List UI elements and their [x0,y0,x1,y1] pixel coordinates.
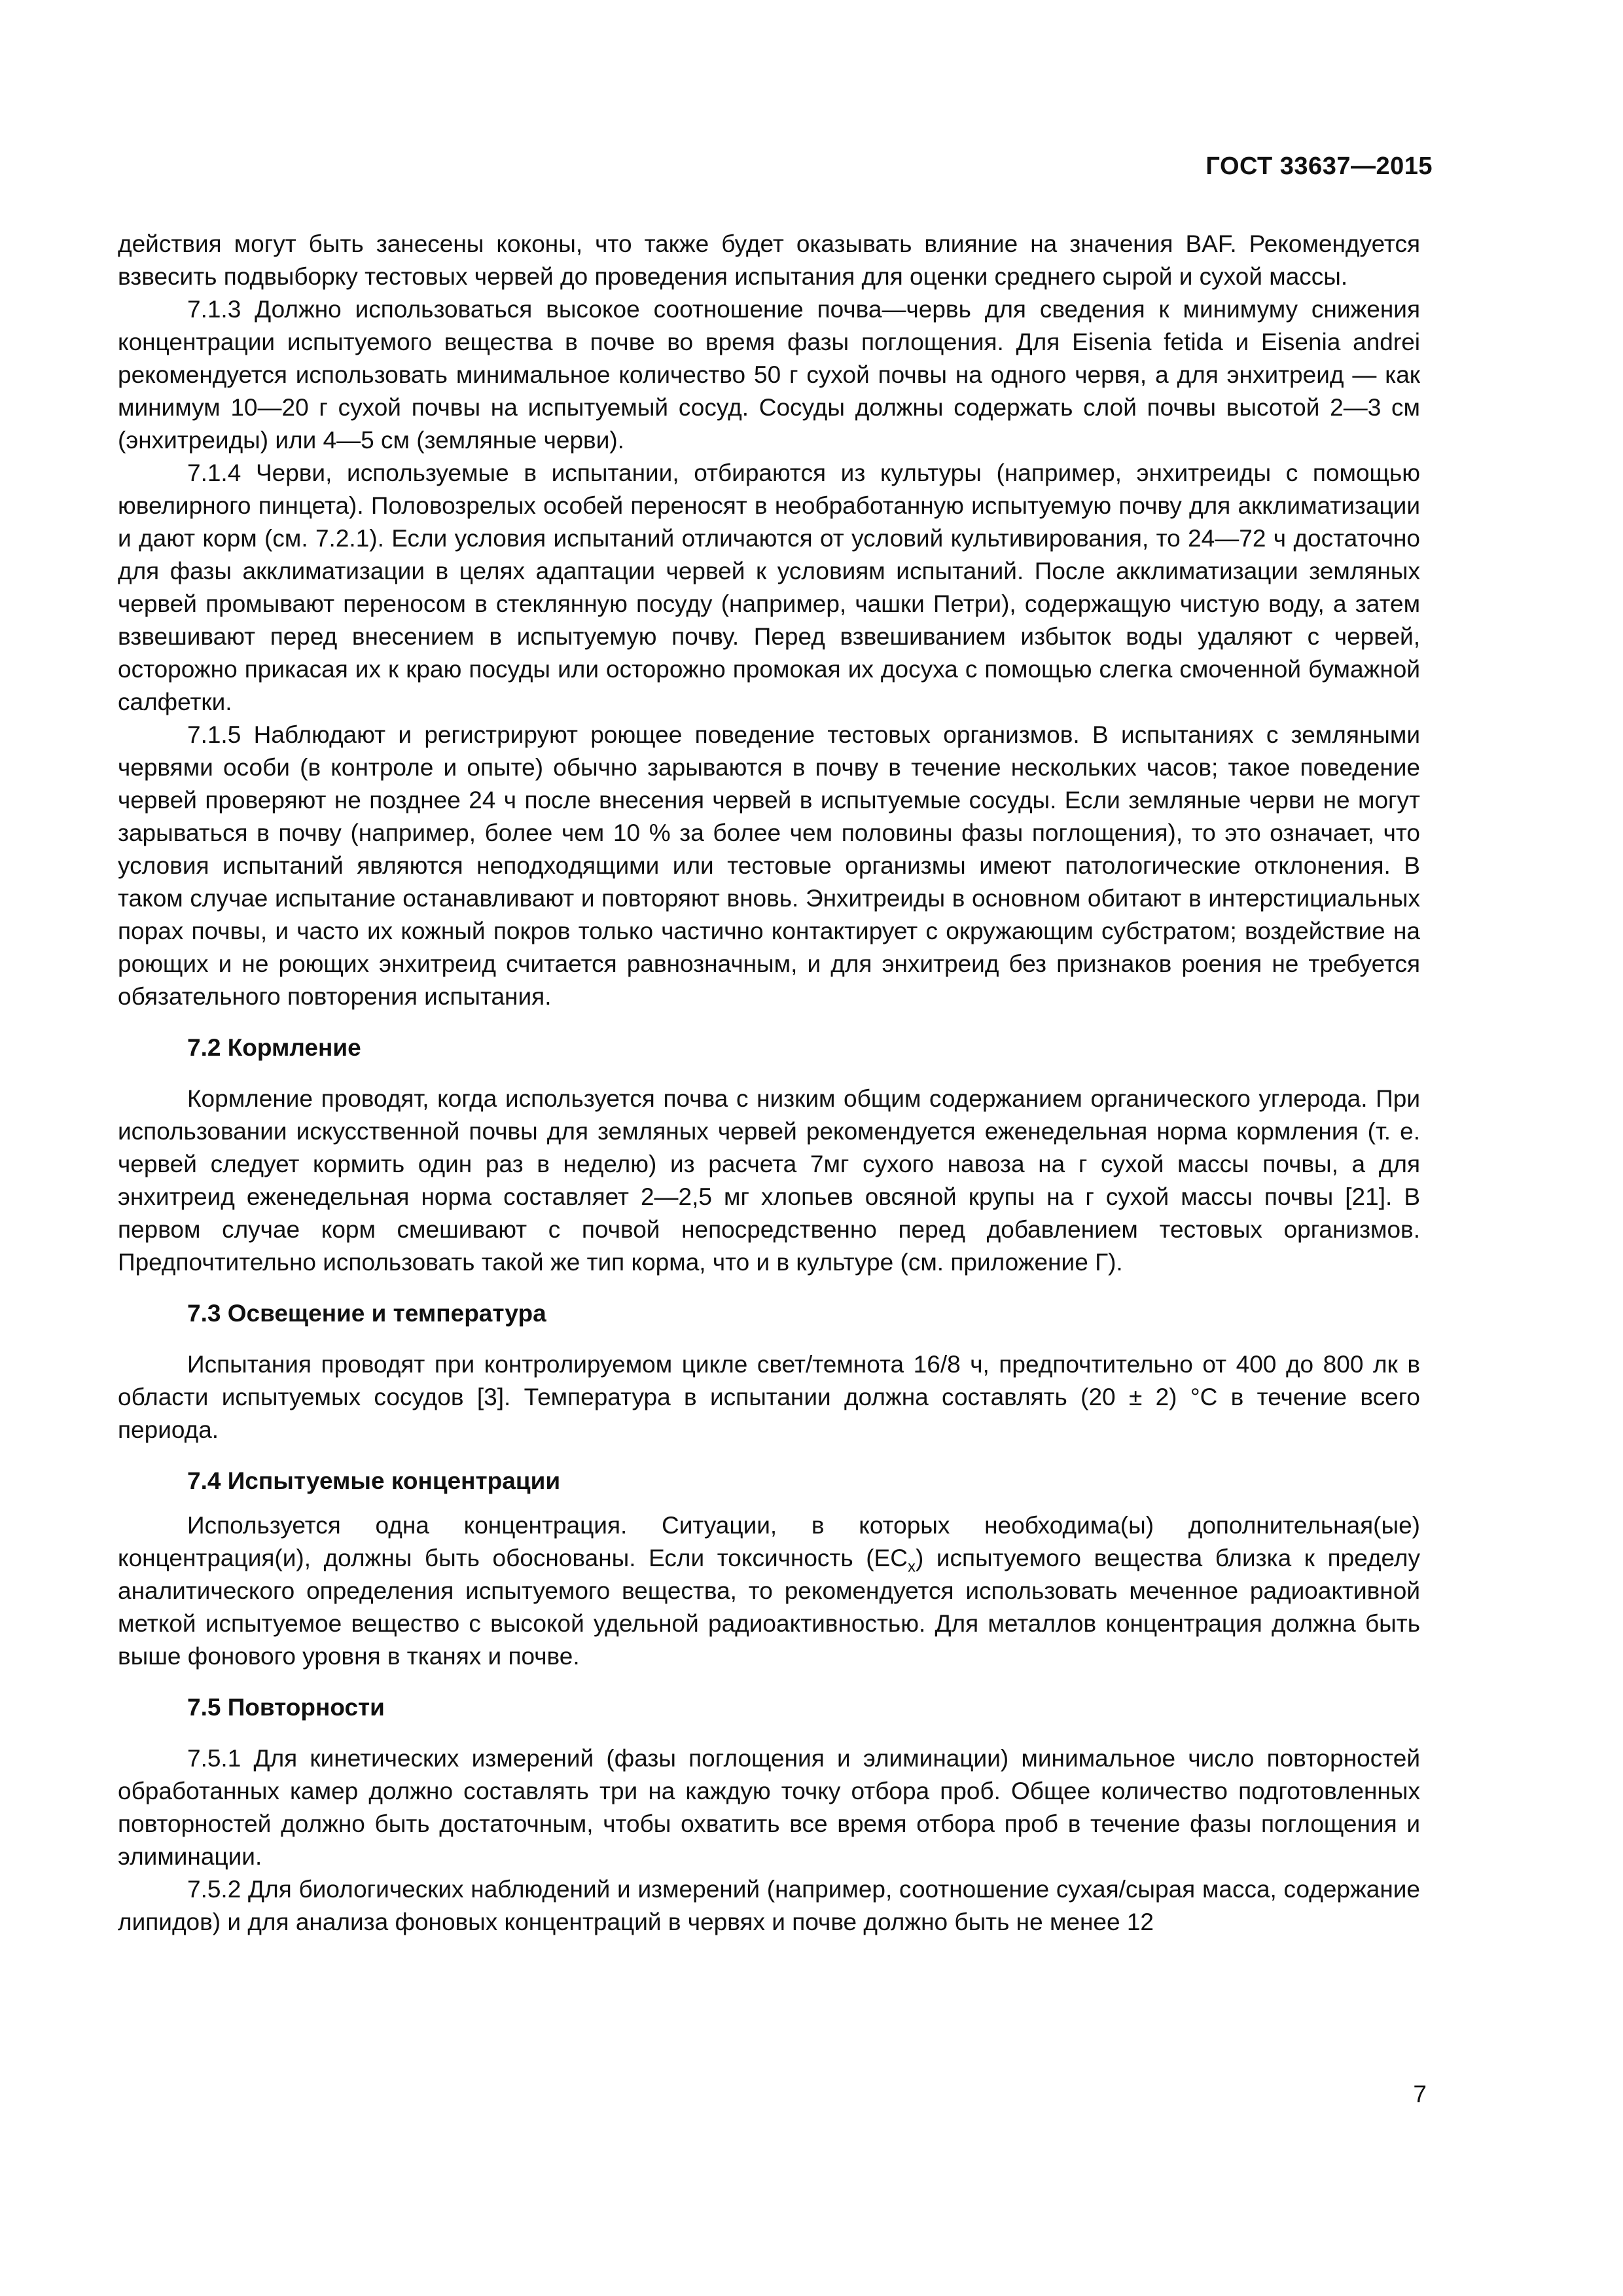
paragraph-7-4-part-b: ) испытуемого вещества близка к пределу аналитического определения испытуемого вещества, то рекомендуется использовать меченное радиоактивной меткой испытуемое вещество с высокой удельной радиоактивностью. Для металлов концентрация должна быть выше фонового уровня в тканях и почве. [118,1545,1420,1670]
paragraph-7-4 [118,1509,1420,1673]
standard-number-header: ГОСТ 33637—2015 [1205,152,1433,180]
document-body [118,228,1420,1939]
page-number: 7 [1413,2081,1427,2108]
paragraph-7-2: Кормление проводят, когда используется почва с низким общим содержанием органического углерода. При использовании искусственной почвы для земляных червей рекомендуется еженедельная норма кормления (т. е. червей следует кормить один раз в неделю) из расчета 7мг сухого навоза на г сухой массы почвы, а для энхитреид еженедельная норма составляет 2—2,5 мг хлопьев овсяной крупы на г сухой массы почвы [21]. В первом случае корм смешивают с почвой непосредственно перед добавлением тестовых организмов. Предпочтительно использовать такой же тип корма, что и в культуре (см. приложение Г). [118,1085,1420,1276]
section-heading-7-2: 7.2 Кормление [187,1034,361,1061]
ec-subscript: x [907,1558,916,1576]
section-heading-7-5: 7.5 Повторности [187,1694,385,1721]
paragraph-continuation: действия могут быть занесены коконы, что также будет оказывать влияние на значения BAF. Рекомендуется взвесить подвыборку тестовых червей до проведения испытания для оценки среднего сырой и сухой массы. [118,230,1420,290]
paragraph-7-1-3: 7.1.3 Должно использоваться высокое соотношение почва—червь для сведения к минимуму снижения концентрации испытуемого вещества в почве во время фазы поглощения. Для Eisenia fetida и Eisenia andrei рекомендуется использовать минимальное количество 50 г сухой почвы на одного червя, а для энхитреид — как минимум 10—20 г сухой почвы на испытуемый сосуд. Сосуды должны содержать слой почвы высотой 2—3 см (энхитреиды) или 4—5 см (земляные черви). [118,296,1420,454]
paragraph-7-4-part-a: Используется одна концентрация. Ситуации, в которых необходима(ы) дополнительная(ые) концентрация(и), должны быть обоснованы. Если токсичность (EC [118,1512,1420,1571]
paragraph-7-5-1: 7.5.1 Для кинетических измерений (фазы поглощения и элиминации) минимальное число повторностей обработанных камер должно составлять три на каждую точку отбора проб. Общее количество подготовленных повторностей должно быть достаточным, чтобы охватить все время отбора проб в течение фазы поглощения и элиминации. [118,1745,1420,1870]
paragraph-7-5-2: 7.5.2 Для биологических наблюдений и измерений (например, соотношение сухая/сырая масса, содержание липидов) и для анализа фоновых концентраций в червях и почве должно быть не менее 12 [118,1876,1420,1935]
paragraph-7-1-4: 7.1.4 Черви, используемые в испытании, отбираются из культуры (например, энхитреиды с помощью ювелирного пинцета). Половозрелых особей переносят в необработанную испытуемую почву для акклиматизации и дают корм (см. 7.2.1). Если условия испытаний отличаются от условий культивирования, то 24—72 ч достаточно для фазы акклиматизации в целях адаптации червей к условиям испытаний. После акклиматизации земляных червей промывают переносом в стеклянную посуду (например, чашки Петри), содержащую чистую воду, а затем взвешивают перед внесением в испытуемую почву. Перед взвешиванием избыток воды удаляют с червей, осторожно прикасая их к краю посуды или осторожно промокая их досуха с помощью слегка смоченной бумажной салфетки. [118,459,1420,715]
section-heading-7-3: 7.3 Освещение и температура [187,1300,546,1327]
section-heading-7-4: 7.4 Испытуемые концентрации [187,1467,561,1494]
paragraph-7-3: Испытания проводят при контролируемом цикле свет/темнота 16/8 ч, предпочтительно от 400 до 800 лк в области испытуемых сосудов [3]. Температура в испытании должна составлять (20 ± 2) °С в течение всего периода. [118,1351,1420,1443]
paragraph-7-1-5: 7.1.5 Наблюдают и регистрируют роющее поведение тестовых организмов. В испытаниях с земляными червями особи (в контроле и опыте) обычно зарываются в почву в течение нескольких часов; такое поведение червей проверяют не позднее 24 ч после внесения червей в испытуемые сосуды. Если земляные черви не могут зарываться в почву (например, более чем 10 % за более чем половины фазы поглощения), то это означает, что условия испытаний являются неподходящими или тестовые организмы имеют патологические отклонения. В таком случае испытание останавливают и повторяют вновь. Энхитреиды в основном обитают в интерстициальных порах почвы, и часто их кожный покров только частично контактирует с окружающим субстратом; воздействие на роющих и не роющих энхитреид считается равнозначным, и для энхитреид без признаков роения не требуется обязательного повторения испытания. [118,721,1420,1010]
